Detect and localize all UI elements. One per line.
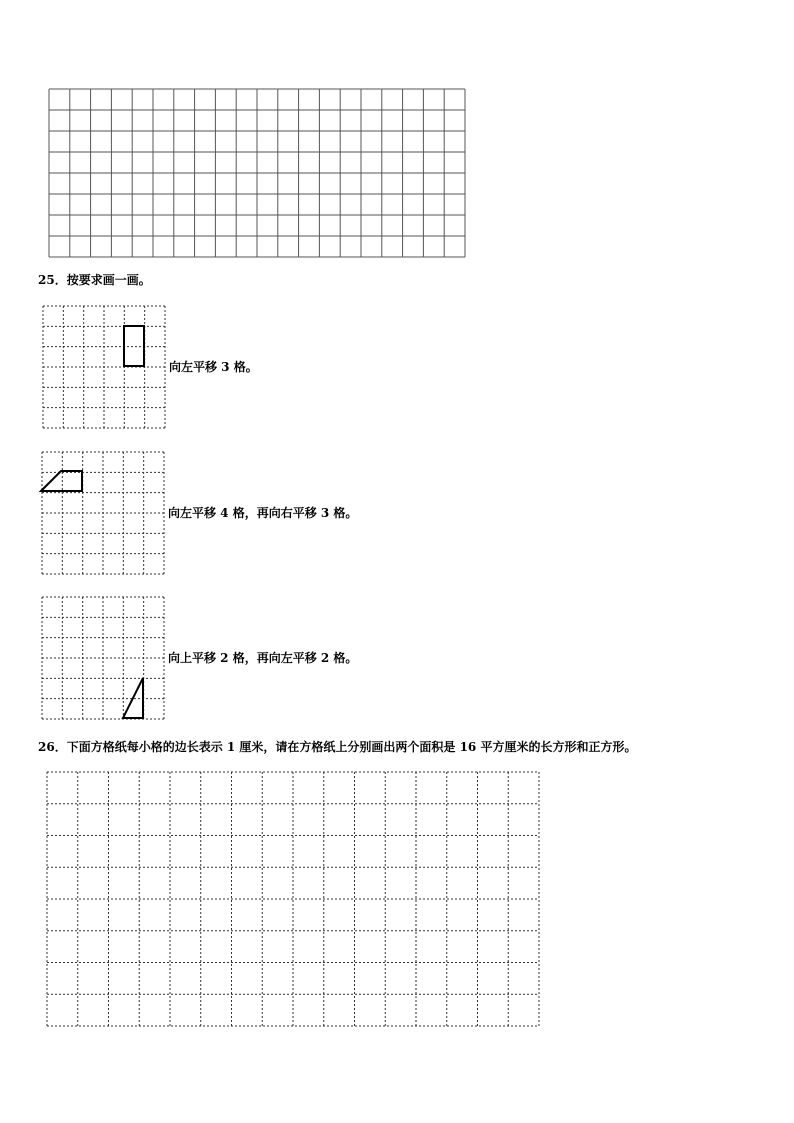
task1-rectangle-shape [124, 326, 144, 366]
question-25-title: 25．按要求画一画。 [38, 273, 151, 287]
task1-grid [42, 305, 166, 429]
task1-instruction: 向左平移 3 格。 [169, 360, 258, 374]
question-26-title: 26．下面方格纸每小格的边长表示 1 厘米，请在方格纸上分别画出两个面积是 16 平方厘米的长方形和正方形。 [38, 740, 637, 754]
task3-triangle-shape [123, 678, 143, 718]
task3-grid [41, 596, 165, 720]
task2-grid [41, 451, 165, 575]
task2-instruction: 向左平移 4 格，再向右平移 3 格。 [168, 506, 358, 520]
task2-trapezoid-shape [41, 471, 82, 491]
answer-grid-bottom [46, 771, 540, 1027]
answer-grid-top [48, 88, 466, 258]
task3-instruction: 向上平移 2 格，再向左平移 2 格。 [168, 651, 358, 665]
